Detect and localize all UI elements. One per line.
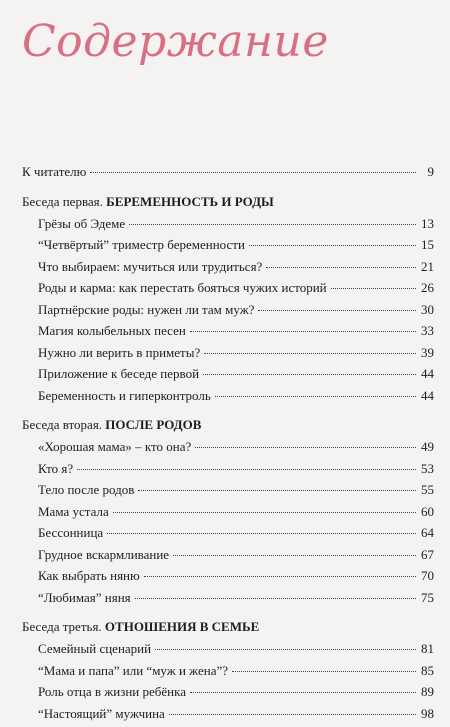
- toc-entry-page: 13: [420, 216, 434, 232]
- toc-entry-label: Магия колыбельных песен: [38, 323, 186, 339]
- dot-leader: [77, 469, 416, 470]
- dot-leader: [135, 598, 416, 599]
- toc-entry-label: «Хорошая мама» – кто она?: [38, 439, 191, 455]
- toc-entry-page: 15: [420, 237, 434, 253]
- toc-entry: [22, 504, 434, 526]
- toc-entry: [22, 641, 434, 663]
- toc-entry-label: Роль отца в жизни ребёнка: [38, 684, 186, 700]
- section-title: БЕРЕМЕННОСТЬ И РОДЫ: [106, 194, 274, 209]
- toc-entry-label: Бессонница: [38, 525, 103, 541]
- section-title: ПОСЛЕ РОДОВ: [105, 417, 201, 432]
- dot-leader: [266, 267, 416, 268]
- toc-entry-label: Семейный сценарий: [38, 641, 151, 657]
- toc-entry-label: Как выбрать няню: [38, 568, 140, 584]
- toc-entry: [22, 482, 434, 504]
- dot-leader: [215, 396, 416, 397]
- toc-entry-label: “Мама и папа” или “муж и жена”?: [38, 663, 228, 679]
- toc-entry: [22, 568, 434, 590]
- toc-entry-page: 53: [420, 461, 434, 477]
- section-heading: [22, 417, 434, 439]
- dot-leader: [129, 224, 416, 225]
- toc-entry: [22, 525, 434, 547]
- dot-leader: [258, 310, 416, 311]
- toc-entry-label: Нужно ли верить в приметы?: [38, 345, 200, 361]
- dot-leader: [138, 490, 416, 491]
- toc-entry-page: 30: [420, 302, 434, 318]
- dot-leader: [232, 671, 416, 672]
- toc-entry-label: “Любимая” няня: [38, 590, 131, 606]
- toc-entry: [22, 590, 434, 612]
- toc-entry: [22, 547, 434, 569]
- toc-entry-page: 33: [420, 323, 434, 339]
- toc-entry: [22, 259, 434, 281]
- toc-entry-label: Партнёрские роды: нужен ли там муж?: [38, 302, 254, 318]
- dot-leader: [190, 331, 416, 332]
- toc-entry-label: Что выбираем: мучиться или трудиться?: [38, 259, 262, 275]
- toc-entry-page: 39: [420, 345, 434, 361]
- dot-leader: [195, 447, 416, 448]
- toc-entry: [22, 439, 434, 461]
- toc-entry-page: 9: [420, 164, 434, 180]
- toc-entry-page: 81: [420, 641, 434, 657]
- toc-entry-page: 21: [420, 259, 434, 275]
- toc-entry-label: Грёзы об Эдеме: [38, 216, 125, 232]
- toc-entry-label: Роды и карма: как перестать бояться чужих историй: [38, 280, 327, 296]
- dot-leader: [144, 576, 416, 577]
- toc-entry-page: 89: [420, 684, 434, 700]
- toc-entry-label: Приложение к беседе первой: [38, 366, 199, 382]
- toc-entry-page: 85: [420, 663, 434, 679]
- toc-entry-page: 44: [420, 366, 434, 382]
- toc-entry-page: 44: [420, 388, 434, 404]
- toc-entry: [22, 461, 434, 483]
- toc-entry: [22, 388, 434, 410]
- dot-leader: [331, 288, 416, 289]
- dot-leader: [204, 353, 416, 354]
- toc-entry: [22, 345, 434, 367]
- toc-entry-label: Тело после родов: [38, 482, 134, 498]
- toc-entry-label: Грудное вскармливание: [38, 547, 169, 563]
- toc-entry-page: 70: [420, 568, 434, 584]
- toc-entry-page: 64: [420, 525, 434, 541]
- toc-entry-page: 49: [420, 439, 434, 455]
- toc-entry-page: 67: [420, 547, 434, 563]
- dot-leader: [90, 172, 416, 173]
- toc-entry: [22, 216, 434, 238]
- toc-entry-label: Беременность и гиперконтроль: [38, 388, 211, 404]
- toc-entry-page: 75: [420, 590, 434, 606]
- toc-entry: [22, 366, 434, 388]
- toc-entry: [22, 280, 434, 302]
- toc-entry-label: Мама устала: [38, 504, 109, 520]
- toc-entry-page: 98: [420, 706, 434, 722]
- dot-leader: [173, 555, 416, 556]
- toc-entry: [22, 323, 434, 345]
- dot-leader: [113, 512, 416, 513]
- section-prefix: Беседа третья.: [22, 619, 105, 634]
- table-of-contents: [22, 164, 434, 727]
- section-prefix: Беседа вторая.: [22, 417, 105, 432]
- dot-leader: [190, 692, 416, 693]
- dot-leader: [107, 533, 416, 534]
- dot-leader: [203, 374, 416, 375]
- toc-entry: [22, 684, 434, 706]
- toc-entry: [22, 663, 434, 685]
- section-heading: [22, 194, 434, 216]
- dot-leader: [169, 714, 416, 715]
- section-heading: [22, 619, 434, 641]
- toc-entry-page: 60: [420, 504, 434, 520]
- toc-entry-label: “Четвёртый” триместр беременности: [38, 237, 245, 253]
- dot-leader: [155, 649, 416, 650]
- toc-entry: [22, 164, 434, 186]
- section-prefix: Беседа первая.: [22, 194, 106, 209]
- toc-entry-label: “Настоящий” мужчина: [38, 706, 165, 722]
- toc-entry: [22, 706, 434, 727]
- toc-entry-label: К читателю: [22, 164, 86, 180]
- toc-entry-page: 26: [420, 280, 434, 296]
- section-title: ОТНОШЕНИЯ В СЕМЬЕ: [105, 619, 259, 634]
- toc-entry-label: Кто я?: [38, 461, 73, 477]
- toc-entry: [22, 237, 434, 259]
- toc-entry-page: 55: [420, 482, 434, 498]
- page-title: Содержание: [22, 20, 329, 64]
- dot-leader: [249, 245, 416, 246]
- toc-entry: [22, 302, 434, 324]
